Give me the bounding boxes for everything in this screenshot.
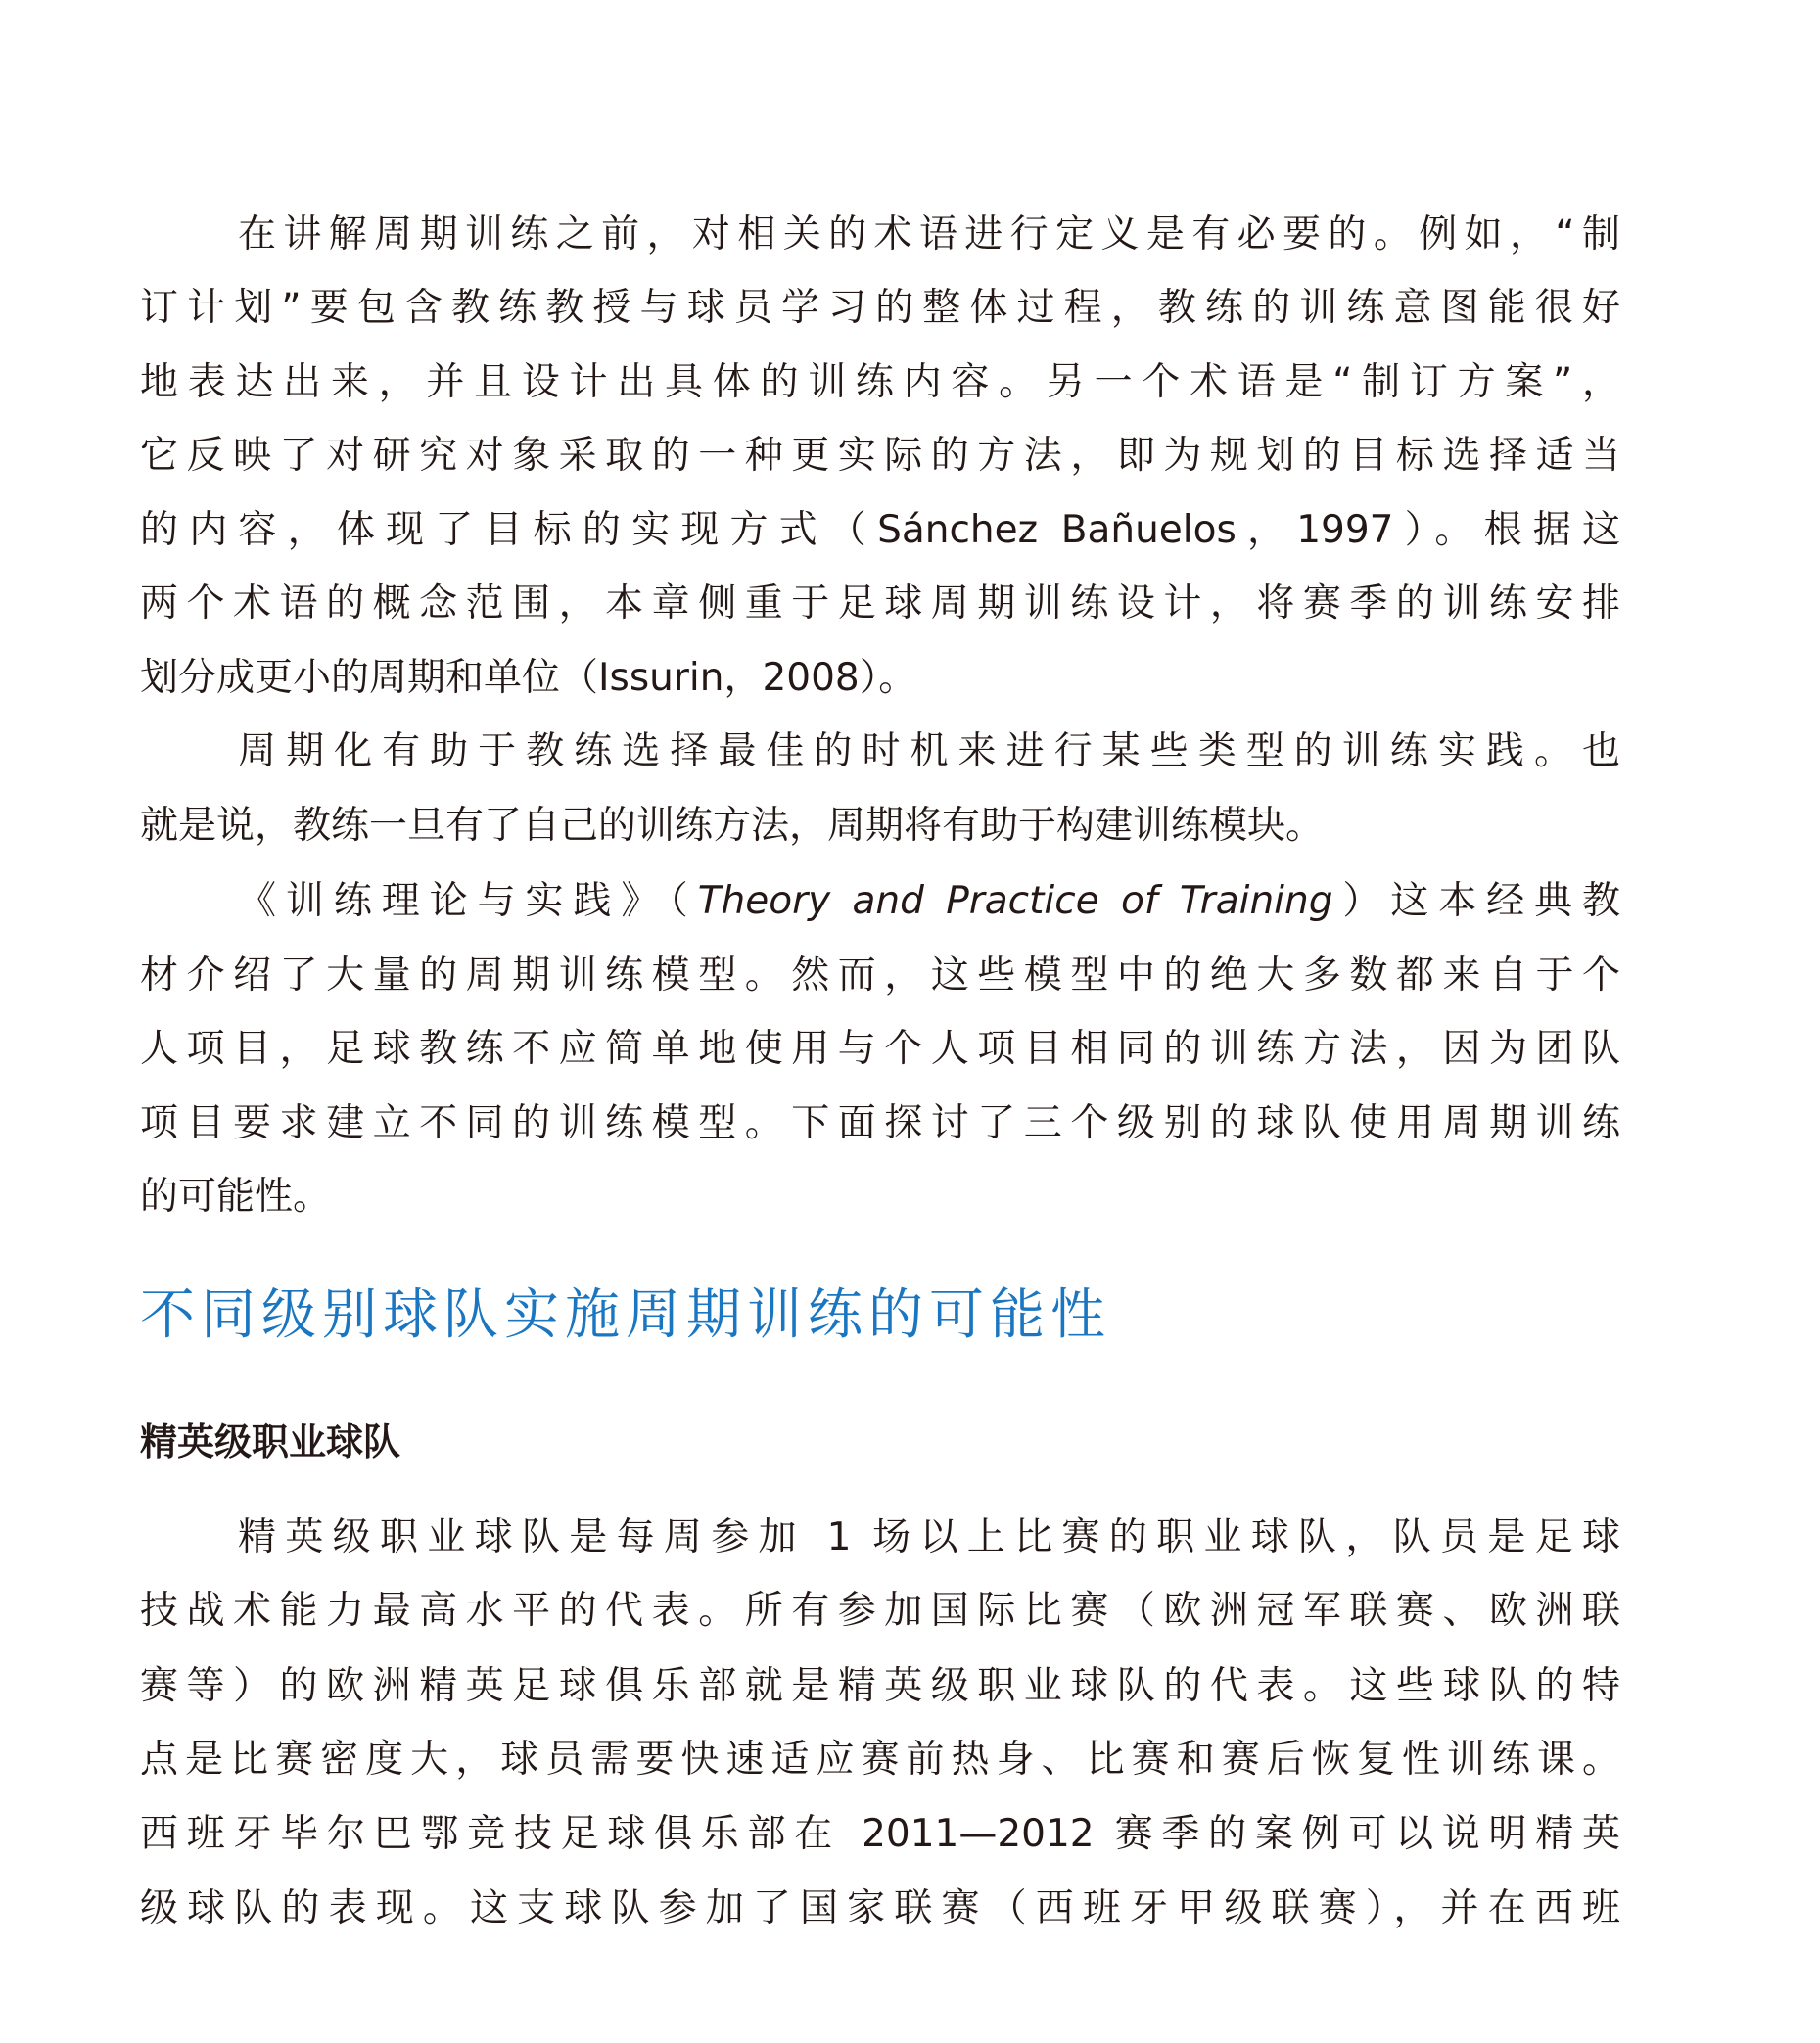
subsection-heading: 精英级职业球队: [140, 1420, 401, 1463]
body-text-line: 划分成更小的周期和单位（Issurin，2008）。: [140, 656, 917, 700]
body-text-line: 技战术能力最高水平的代表。所有参加国际比赛（欧洲冠军联赛、欧洲联: [140, 1589, 1620, 1633]
body-text-line: 订计划”要包含教练教授与球员学习的整体过程，教练的训练意图能很好: [140, 286, 1620, 330]
body-text-line: 地表达出来，并且设计出具体的训练内容。另一个术语是“制订方案”，: [140, 360, 1620, 404]
body-text-line: 两个术语的概念范围，本章侧重于足球周期训练设计，将赛季的训练安排: [140, 581, 1620, 626]
body-text-line: [238, 877, 1620, 926]
body-text-line: 点是比赛密度大，球员需要快速适应赛前热身、比赛和赛后恢复性训练课。: [140, 1738, 1620, 1782]
body-text-line: 就是说，教练一旦有了自己的训练方法，周期将有助于构建训练模块。: [140, 804, 1325, 848]
body-text-line: 的内容，体现了目标的实现方式（Sánchez Bañuelos，1997）。根据这: [140, 508, 1620, 552]
body-text-line: 赛等）的欧洲精英足球俱乐部就是精英级职业球队的代表。这些球队的特: [140, 1664, 1620, 1708]
body-text-line: 材介绍了大量的周期训练模型。然而，这些模型中的绝大多数都来自于个: [140, 953, 1620, 998]
text-segment: ）这本经典教: [1332, 879, 1620, 923]
body-text-line: 在讲解周期训练之前，对相关的术语进行定义是有必要的。例如，“制: [238, 212, 1620, 256]
body-text-line: 项目要求建立不同的训练模型。下面探讨了三个级别的球队使用周期训练: [140, 1101, 1620, 1145]
body-text-line: 级球队的表现。这支球队参加了国家联赛（西班牙甲级联赛），并在西班: [140, 1886, 1620, 1930]
body-text-line: 西班牙毕尔巴鄂竞技足球俱乐部在 2011—2012 赛季的案例可以说明精英: [140, 1812, 1620, 1856]
section-heading: 不同级别球队实施周期训练的可能性: [140, 1283, 1111, 1347]
body-text-line: 它反映了对研究对象采取的一种更实际的方法，即为规划的目标选择适当: [140, 434, 1620, 478]
book-title-cn: 《训练理论与实践》（: [238, 879, 698, 923]
body-text-line: 的可能性。: [140, 1175, 332, 1219]
book-title-en: Theory and Practice of Training: [697, 879, 1333, 923]
body-text-line: 人项目，足球教练不应简单地使用与个人项目相同的训练方法，因为团队: [140, 1027, 1620, 1071]
body-text-line: 精英级职业球队是每周参加 1 场以上比赛的职业球队，队员是足球: [238, 1515, 1620, 1559]
body-text-line: 周期化有助于教练选择最佳的时机来进行某些类型的训练实践。也: [238, 729, 1620, 773]
